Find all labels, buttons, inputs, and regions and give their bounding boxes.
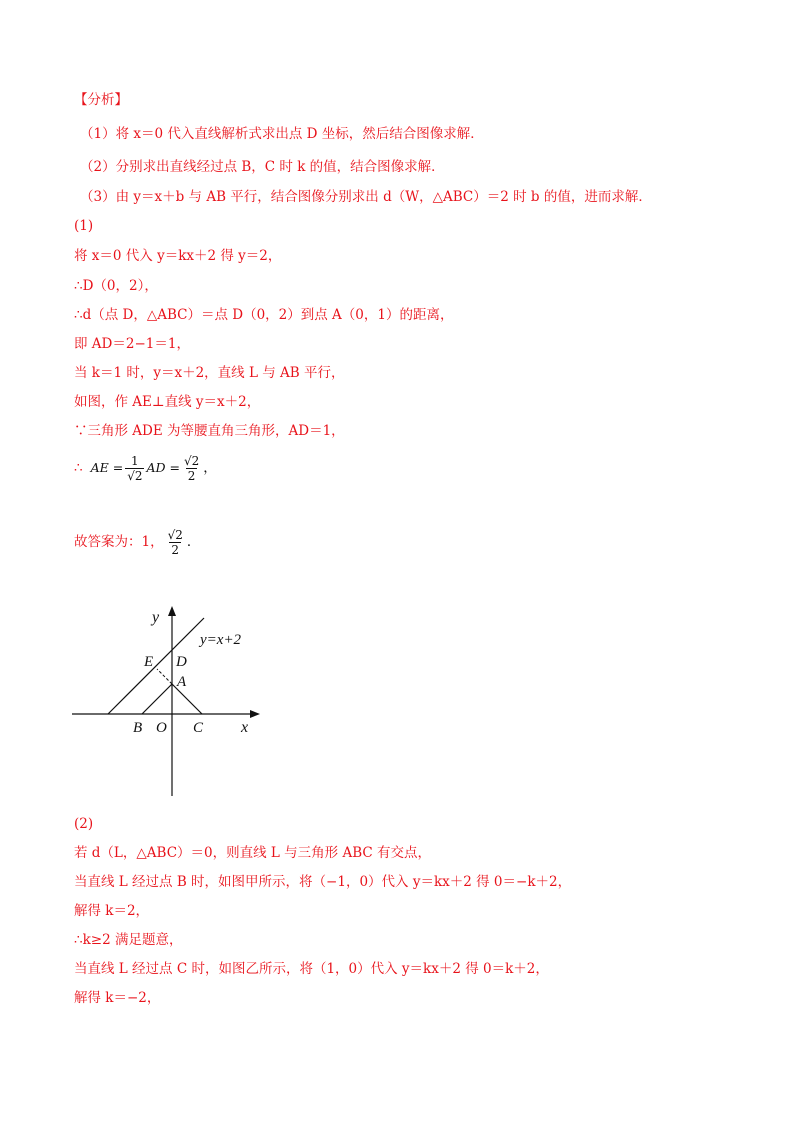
part2-line-4: ∴k≥2 满足题意，: [74, 932, 183, 948]
label-O: O: [156, 720, 167, 736]
x-axis-arrow: [250, 710, 260, 718]
analysis-heading: 【分析】: [74, 92, 128, 108]
label-B: B: [133, 720, 143, 736]
analysis-item-1: （1）将 x＝0 代入直线解析式求出点 D 坐标，然后结合图像求解．: [80, 126, 484, 142]
part2-line-1: 若 d（L，△ABC）＝0，则直线 L 与三角形 ABC 有交点，: [74, 845, 431, 861]
fraction-numerator: 1: [131, 453, 139, 468]
fraction-denominator: 2: [171, 542, 180, 557]
fraction-root2-over-2: [182, 454, 201, 483]
part1-line-5: 当 k＝1 时，y＝x＋2，直线 L 与 AB 平行，: [74, 365, 345, 381]
part2-line-5: 当直线 L 经过点 C 时，如图乙所示，将（1，0）代入 y＝kx＋2 得 0＝k＋2，: [74, 961, 549, 977]
label-C: C: [193, 720, 204, 736]
part2-line-3: 解得 k＝2，: [74, 903, 150, 919]
therefore-symbol: ∴: [74, 460, 83, 476]
label-x: x: [241, 719, 249, 736]
part1-line-4: 即 AD＝2−1＝1，: [74, 336, 190, 352]
y-axis-arrow: [168, 606, 176, 616]
dashed-AE: [157, 669, 172, 684]
fraction-numerator: √2: [183, 453, 200, 468]
label-E: E: [144, 654, 154, 670]
answer-suffix: ．: [186, 534, 201, 550]
part1-line-2: ∴D（0，2），: [74, 278, 158, 294]
label-y: y: [152, 609, 160, 626]
part1-line-3: ∴d（点 D，△ABC）＝点 D（0，2）到点 A（0，1）的距离，: [74, 307, 454, 323]
label-D: D: [176, 654, 187, 670]
analysis-item-2: （2）分别求出直线经过点 B，C 时 k 的值，结合图像求解．: [80, 159, 445, 175]
part2-line-6: 解得 k＝−2，: [74, 990, 161, 1006]
fraction-denominator: √2: [127, 468, 143, 483]
analysis-item-3: （3）由 y＝x＋b 与 AB 平行，结合图像分别求出 d（W，△ABC）＝2 时 b 的值，进而求解．: [80, 189, 652, 205]
fraction-numerator: √2: [167, 527, 183, 542]
part2-line-2: 当直线 L 经过点 B 时，如图甲所示，将（−1，0）代入 y＝kx＋2 得 0＝−k＋2，: [74, 874, 572, 890]
answer-prefix: 故答案为：1，: [74, 534, 164, 550]
formula-mid: AD =: [146, 460, 180, 475]
fraction-denominator: 2: [187, 468, 196, 483]
answer-line: [74, 522, 200, 562]
fraction-one-over-root2: [125, 454, 144, 483]
formula-tail: ，: [203, 460, 217, 476]
answer-fraction: [166, 528, 185, 557]
part1-line-6: 如图，作 AE⊥直线 y＝x＋2，: [74, 394, 261, 410]
coordinate-figure: [70, 600, 270, 800]
formula-lhs: AE =: [90, 460, 124, 475]
label-line: y=x+2: [200, 632, 242, 648]
part2-label: (2): [74, 816, 94, 832]
part1-line-7: ∵三角形 ADE 为等腰直角三角形，AD＝1，: [74, 423, 345, 439]
formula-line: [74, 448, 217, 488]
label-A: A: [177, 674, 187, 690]
part1-line-1: 将 x＝0 代入 y＝kx＋2 得 y＝2，: [74, 248, 282, 264]
segment-BA: [142, 684, 172, 714]
part1-label: (1): [74, 218, 94, 234]
